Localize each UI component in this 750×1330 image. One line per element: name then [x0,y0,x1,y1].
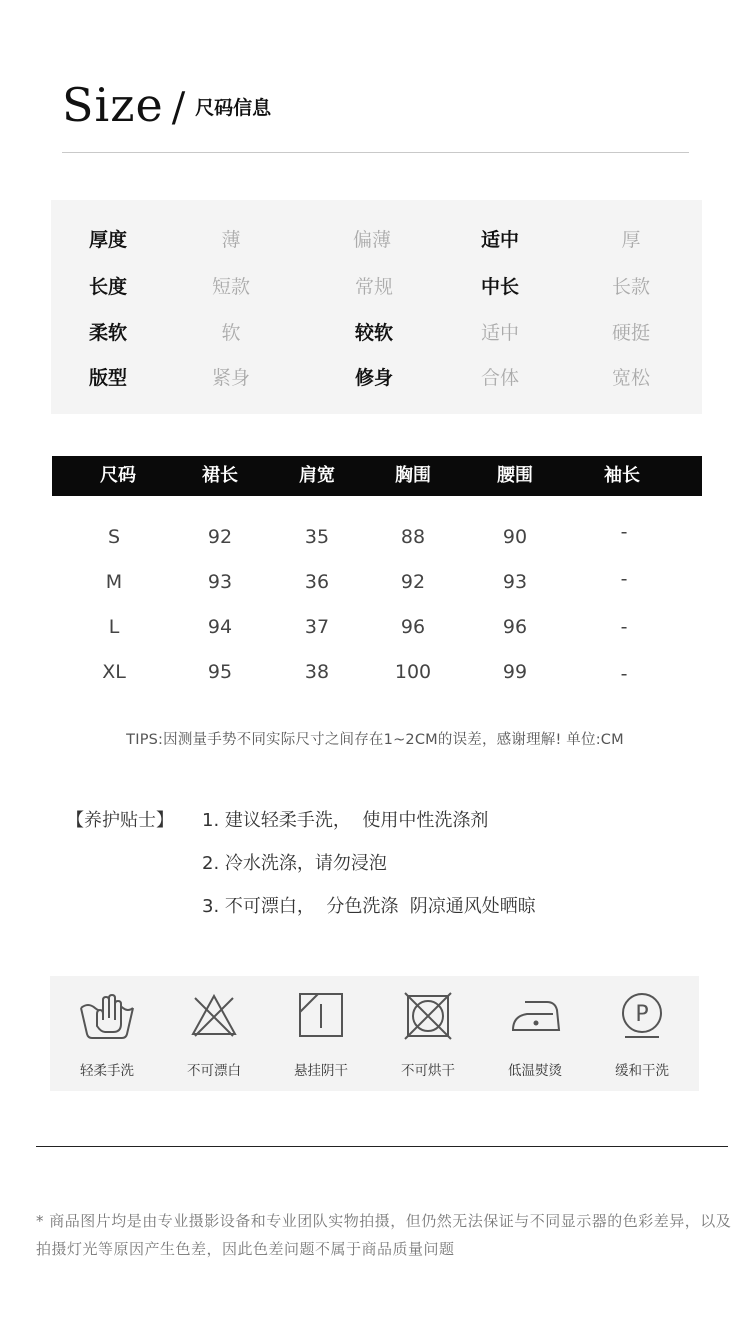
table-cell: 99 [502,661,528,683]
attr-option: 软 [221,322,241,344]
table-cell: 35 [304,526,330,548]
care-icon-item [374,976,482,1091]
table-cell: 37 [304,616,330,638]
care-icon-item [588,976,696,1091]
title-subtitle: 尺码信息 [195,97,272,119]
attr-option: 适中 [480,322,520,344]
table-row [52,650,702,695]
care-item: 2. 冷水洗涤，请勿浸泡 [202,853,387,874]
table-cell: 100 [394,661,432,683]
page-title [62,68,272,132]
table-cell: 92 [207,526,233,548]
attr-option: 修身 [354,367,394,389]
table-cell: 93 [207,571,233,593]
attr-option: 薄 [221,229,241,251]
attr-row-thickness [51,225,702,255]
color-disclaimer: * 商品图片均是由专业摄影设备和专业团队实物拍摄，但仍然无法保证与不同显示器的色彩差异，以及拍摄灯光等原因产生色差，因此色差问题不属于商品质量问题 [36,1212,732,1258]
table-cell: 90 [502,526,528,548]
table-cell: 95 [207,661,233,683]
size-table-header [52,456,702,496]
care-icons-panel [50,976,699,1091]
attr-label: 版型 [88,367,128,389]
attr-option: 适中 [480,229,520,251]
table-cell: XL [102,661,126,683]
no-bleach-icon [189,990,239,1040]
table-cell: 96 [502,616,528,638]
attr-option: 偏薄 [352,229,392,251]
table-cell: L [108,616,120,638]
attr-option: 硬挺 [611,322,651,344]
table-cell: - [620,616,628,638]
measurement-tips: TIPS:因测量手势不同实际尺寸之间存在1~2CM的误差，感谢理解! 单位:CM [126,732,624,748]
care-item: 1. 建议轻柔手洗， 使用中性洗涤剂 [202,810,489,831]
title-size: Size [62,78,164,132]
attr-option: 合体 [480,367,520,389]
attr-option: 较软 [354,322,394,344]
attr-row-fit [51,363,702,393]
attr-label: 柔软 [88,322,128,344]
care-icon-item [481,976,589,1091]
dry-clean-p-icon [617,990,667,1040]
attr-option: 中长 [480,276,520,298]
fabric-attributes-panel [51,200,702,414]
attr-label: 厚度 [88,229,128,251]
attr-option: 宽松 [611,367,651,389]
column-header: 裙长 [202,465,238,486]
table-row [52,560,702,605]
svg-text:P: P [635,1002,649,1027]
care-icon-item [53,976,161,1091]
attr-row-softness [51,318,702,348]
care-icon-item [160,976,268,1091]
table-cell: 38 [304,661,330,683]
table-cell: 93 [502,571,528,593]
line-dry-shade-icon [296,990,346,1040]
title-slash: / [171,85,186,131]
attr-option: 长款 [611,276,651,298]
care-icon-label: 缓和干洗 [615,1063,669,1079]
column-header: 袖长 [604,465,640,486]
no-tumble-dry-icon [402,990,454,1042]
attr-option: 常规 [354,276,394,298]
attr-option: 短款 [211,276,251,298]
care-item: 3. 不可漂白， 分色洗涤 阴凉通风处晒晾 [202,896,536,917]
table-cell: - [620,663,628,685]
table-cell: 94 [207,616,233,638]
attr-label: 长度 [88,276,128,298]
attr-option: 厚 [621,229,641,251]
care-icon-item [267,976,375,1091]
hand-wash-icon [77,990,137,1042]
table-cell: 96 [400,616,426,638]
column-header: 腰围 [497,465,533,486]
attr-row-length [51,272,702,302]
care-icon-label: 不可漂白 [187,1063,241,1079]
care-icon-label: 不可烘干 [401,1063,455,1079]
low-iron-icon [507,990,563,1040]
care-icon-label: 悬挂阴干 [294,1063,348,1079]
table-cell: M [105,571,123,593]
column-header: 肩宽 [299,465,335,486]
care-icon-label: 轻柔手洗 [80,1063,134,1079]
bottom-divider [36,1146,728,1147]
table-cell: - [620,521,628,543]
column-header: 尺码 [100,465,136,486]
care-tips-label: 【养护贴士】 [66,810,174,831]
top-divider [62,152,689,153]
table-row [52,515,702,560]
table-cell: 92 [400,571,426,593]
care-icon-label: 低温熨烫 [508,1063,562,1079]
table-cell: 88 [400,526,426,548]
table-row [52,605,702,650]
column-header: 胸围 [395,465,431,486]
attr-option: 紧身 [211,367,251,389]
table-cell: S [107,526,121,548]
table-cell: 36 [304,571,330,593]
table-cell: - [620,568,628,590]
